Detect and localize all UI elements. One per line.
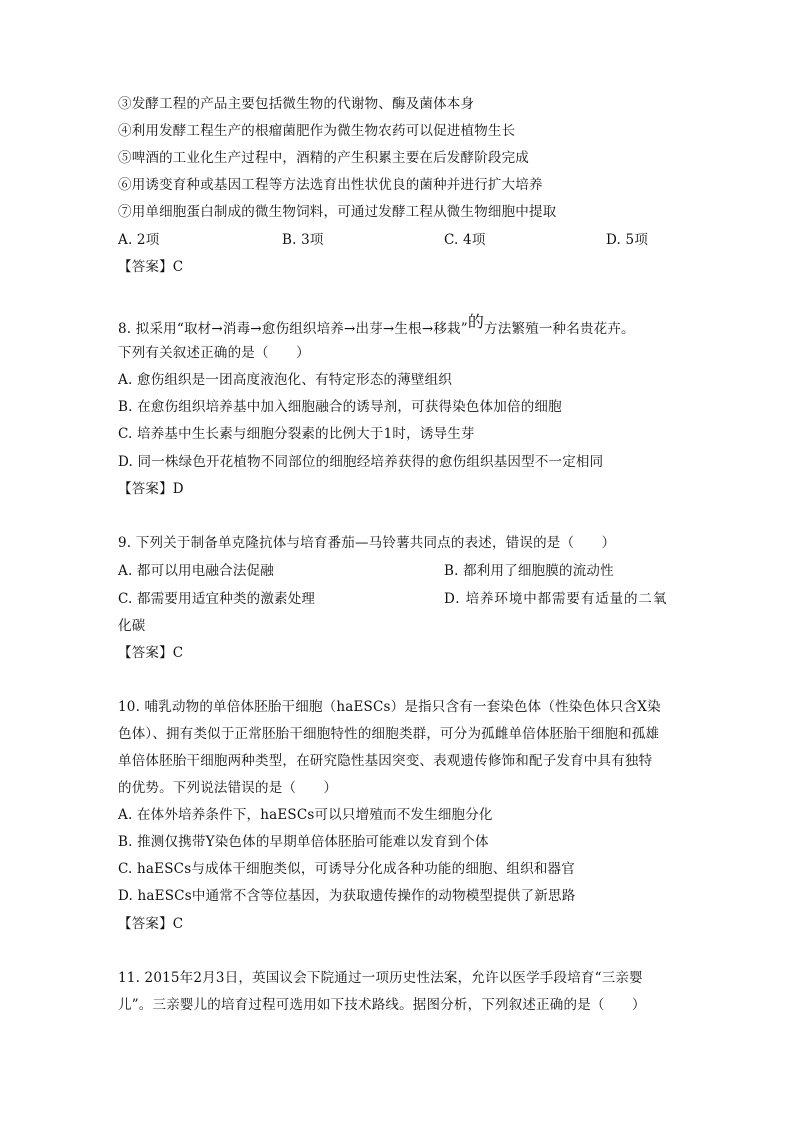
q7-answer: 【答案】C: [118, 259, 184, 275]
q7-item-5: ⑤啤酒的工业化生产过程中，酒精的产生积累主要在后发酵阶段完成: [118, 150, 529, 166]
q8-stem-line1: [118, 312, 635, 339]
q11-stem-line2: 儿”。三亲婴儿的培育过程可选用如下技术路线。据图分析，下列叙述正确的是（ ）: [118, 997, 646, 1013]
q8-option-d: D. 同一株绿色开花植物不同部位的细胞经培养获得的愈伤组织基因型不一定相同: [118, 454, 604, 470]
q10-answer: 【答案】C: [118, 916, 184, 932]
q7-option-b: B. 3项: [282, 232, 324, 248]
q9-stem: 9. 下列关于制备单克隆抗体与培育番茄—马铃薯共同点的表述，错误的是（ ）: [118, 535, 616, 551]
q7-item-6: ⑥用诱变育种或基因工程等方法选育出性状优良的菌种并进行扩大培养: [118, 177, 543, 193]
q7-option-c: C. 4项: [444, 232, 486, 248]
q10-option-b: B. 推测仅携带Y染色体的早期单倍体胚胎可能难以发育到个体: [118, 834, 489, 850]
q10-option-d: D. haESCs中通常不含等位基因，为获取遗传操作的动物模型提供了新思路: [118, 888, 576, 904]
q10-option-c: C. haESCs与成体干细胞类似，可诱导分化成各种功能的细胞、组织和器官: [118, 861, 575, 877]
q7-option-d: D. 5项: [606, 232, 649, 248]
q10-stem-line3: 单倍体胚胎干细胞两种类型，在研究隐性基因突变、表观遗传修饰和配子发育中具有独特: [118, 753, 653, 769]
q11-stem-line1: 11. 2015年2月3日，英国议会下院通过一项历史性法案，允许以医学手段培育“三亲婴: [118, 970, 643, 986]
q7-item-4: ④利用发酵工程生产的根瘤菌肥作为微生物农药可以促进植物生长: [118, 123, 516, 139]
q9-option-d: D. 培养环境中都需要有适量的二氧: [444, 591, 668, 607]
q8-answer: 【答案】D: [118, 481, 184, 497]
q9-answer: 【答案】C: [118, 645, 184, 661]
q8-option-a: A. 愈伤组织是一团高度液泡化、有特定形态的薄壁组织: [118, 372, 453, 388]
q8-option-c: C. 培养基中生长素与细胞分裂素的比例大于1时，诱导生芽: [118, 426, 475, 442]
q7-option-a: A. 2项: [118, 232, 160, 248]
q10-option-a: A. 在体外培养条件下，haESCs可以只增殖而不发生细胞分化: [118, 807, 493, 823]
q8-stem-part2: 方法繁殖一种名贵花卉。: [484, 321, 635, 337]
q9-option-a: A. 都可以用电融合法促融: [118, 563, 274, 579]
q9-option-b: B. 都利用了细胞膜的流动性: [444, 563, 614, 579]
q7-item-7: ⑦用单细胞蛋白制成的微生物饲料，可通过发酵工程从微生物细胞中提取: [118, 204, 557, 220]
q8-stem-de: 的: [467, 312, 485, 331]
q8-stem-line2: 下列有关叙述正确的是（ ）: [118, 345, 310, 361]
q10-stem-line4: 的优势。下列说法错误的是（ ）: [118, 780, 338, 796]
q9-option-d-wrap: 化碳: [118, 618, 146, 634]
q8-option-b: B. 在愈伤组织培养基中加入细胞融合的诱导剂，可获得染色体加倍的细胞: [118, 399, 562, 415]
q8-stem-part1: 8. 拟采用“取材→消毒→愈伤组织培养→出芽→生根→移栽”: [118, 321, 468, 337]
q10-stem-line1: 10. 哺乳动物的单倍体胚胎干细胞（haESCs）是指只含有一套染色体（性染色体只含X染: [118, 699, 661, 715]
q9-option-c: C. 都需要用适宜种类的激素处理: [118, 591, 316, 607]
q7-item-3: ③发酵工程的产品主要包括微生物的代谢物、酶及菌体本身: [118, 96, 475, 112]
q10-stem-line2: 色体）、拥有类似于正常胚胎干细胞特性的细胞类群，可分为孤雌单倍体胚胎干细胞和孤雄: [118, 726, 660, 742]
